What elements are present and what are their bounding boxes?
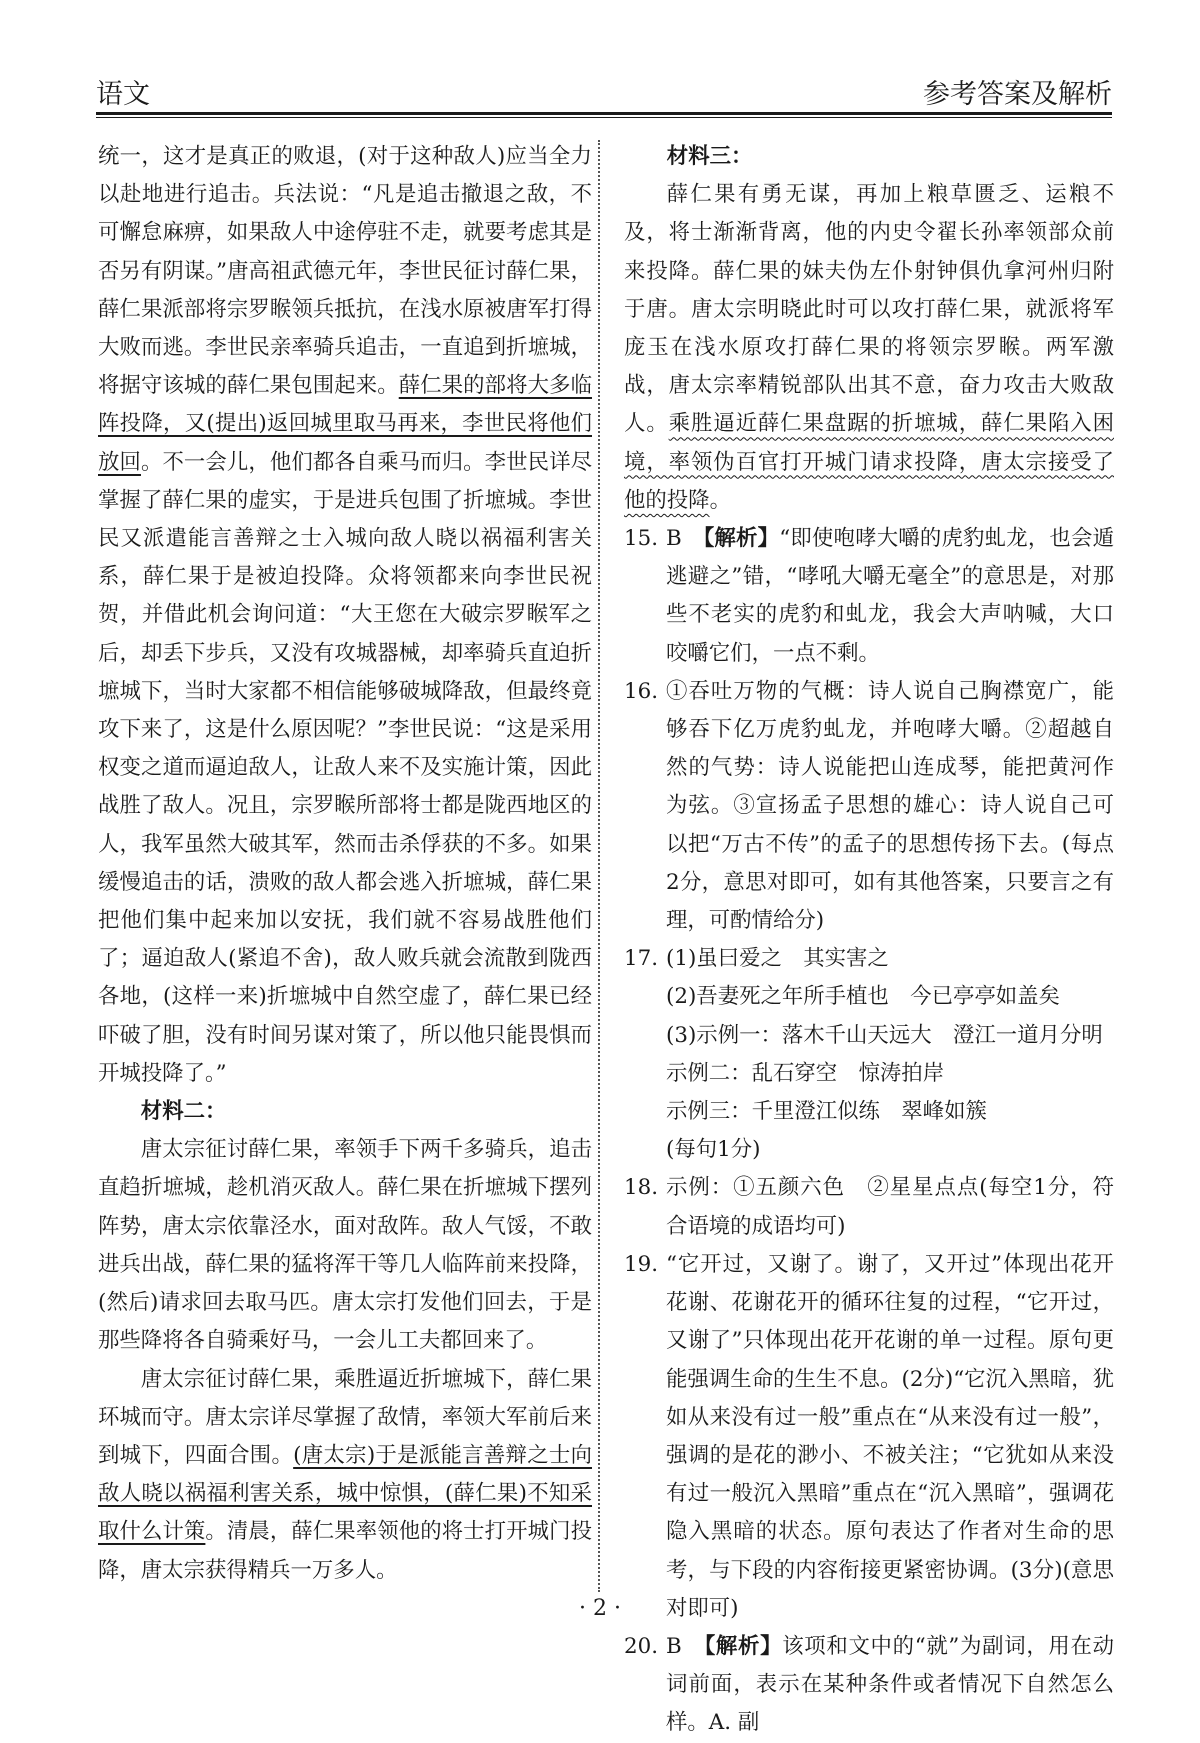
- answer-16: 16. ①吞吐万物的气概：诗人说自己胸襟宽广，能够吞下亿万虎豹虬龙，并咆哮大嚼。②超越自然的气势：诗人说能把山连成琴，能把黄河作为弦。③宣扬孟子思想的雄心：诗人说自己可以把“万古不传”的孟子的思想传扬下去。(每点2分，意思对即可，如有其他答案，只要言之有理，可酌情给分): [624, 678, 1114, 934]
- answer-choice: B: [666, 1633, 682, 1659]
- material-two-paragraph-1: 唐太宗征讨薛仁果，率领手下两千多骑兵，追击直趋折墌城，趁机消灭敌人。薛仁果在折墌城下摆列阵势，唐太宗依靠泾水，面对敌阵。敌人气馁，不敢进兵出战，薛仁果的猛将浑干等几人临阵前来投降，(然后)请求回去取马匹。唐太宗打发他们回去，于是那些降将各自骑乘好马，一会儿工夫都回来了。: [98, 1137, 592, 1354]
- page-header: [96, 70, 1112, 110]
- analysis-tag: 【解析】: [703, 526, 780, 552]
- page-number: · 2 ·: [579, 1596, 621, 1621]
- analysis-tag: 【解析】: [704, 1633, 783, 1659]
- underlined-sentence: 薛仁果的部将大多临阵投降，又(提出)返回城里取马再来，李世民将他们放回: [98, 373, 592, 475]
- material-three-title: 材料三：: [666, 144, 753, 169]
- answer-15: 15. B 【解析】“即使咆哮大嚼的虎豹虬龙，也会遁逃避之”错，“哮吼大嚼无毫全”的意思是，对那些不老实的虎豹和虬龙，我会大声呐喊，大口咬嚼它们，一点不剩。: [624, 526, 1114, 666]
- answer-19: 19. “它开过，又谢了。谢了，又开过”体现出花开花谢、花谢花开的循环往复的过程，“它开过，又谢了”只体现出花开花谢的单一过程。原句更能强调生命的生生不息。(2分)“它沉入黑暗，犹如从来没有过一般”重点在“从来没有过一般”，强调的是花的渺小、不被关注；“它犹如从来没有过一般沉入黑暗”重点在“沉入黑暗”，强调花隐入黑暗的状态。原句表达了作者对生命的思考，与下段的内容衔接更紧密协调。(3分)(意思对即可): [624, 1251, 1114, 1621]
- column-divider: [598, 140, 600, 1592]
- section-label: 参考答案及解析: [923, 79, 1112, 110]
- header-rule-thin: [96, 117, 1112, 118]
- underlined-sentence: (唐太宗)于是派能言善辩之士向敌人晓以祸福利害关系，城中惊惧，(薛仁果)不知采取什么计策: [98, 1442, 592, 1545]
- subject-label: 语文: [96, 79, 150, 110]
- answer-choice: B: [666, 526, 682, 552]
- header-rule-thick: [96, 112, 1112, 115]
- left-column: [98, 138, 592, 1590]
- right-column: [624, 138, 1114, 1743]
- material-two-paragraph-2: 唐太宗征讨薛仁果，乘胜逼近折墌城下，薛仁果环城而守。唐太宗详尽掌握了敌情，率领大军前后来到城下，四面合围。(唐太宗)于是派能言善辩之士向敌人晓以祸福利害关系，城中惊惧，(薛仁果)不知采取什么计策。清晨，薛仁果率领他的将士打开城门投降，唐太宗获得精兵一万多人。: [98, 1366, 592, 1583]
- answer-20: 20. B 【解析】该项和文中的“就”为副词，用在动词前面，表示在某种条件或者情况下自然怎么样。A. 副: [624, 1633, 1114, 1736]
- material-two-title: 材料二：: [140, 1099, 227, 1125]
- wavy-underlined-sentence: 乘胜逼近薛仁果盘踞的折墌城，薛仁果陷入困境，率领伪百官打开城门请求投降，唐太宗接受了他的投降: [624, 411, 1114, 513]
- answer-18: 18. 示例：①五颜六色 ②星星点点(每空1分，符合语境的成语均可): [624, 1175, 1114, 1239]
- material-three-paragraph: 薛仁果有勇无谋，再加上粮草匮乏、运粮不及，将士渐渐背离，他的内史令翟长孙率领部众前来投降。薛仁果的妹夫伪左仆射钟俱仇拿河州归附于唐。唐太宗明晓此时可以攻打薛仁果，就派将军庞玉在浅水原攻打薛仁果的将领宗罗睺。两军激战，唐太宗率精锐部队出其不意，奋力攻击大败敌人。乘胜逼近薛仁果盘踞的折墌城，薛仁果陷入困境，率领伪百官打开城门请求投降，唐太宗接受了他的投降。: [624, 182, 1114, 513]
- translation-paragraph: 统一，这才是真正的败退，(对于这种敌人)应当全力以赴地进行追击。兵法说：“凡是追击撤退之敌，不可懈怠麻痹，如果敌人中途停驻不走，就要考虑其是否另有阴谋。”唐高祖武德元年，李世民征讨薛仁果，薛仁果派部将宗罗睺领兵抵抗，在浅水原被唐军打得大败而逃。李世民亲率骑兵追击，一直追到折墌城，将据守该城的薛仁果包围起来。薛仁果的部将大多临阵投降，又(提出)返回城里取马再来，李世民将他们放回。不一会儿，他们都各自乘马而归。李世民详尽掌握了薛仁果的虚实，于是进兵包围了折墌城。李世民又派遣能言善辩之士入城向敌人晓以祸福利害关系，薛仁果于是被迫投降。众将领都来向李世民祝贺，并借此机会询问道：“大王您在大破宗罗睺军之后，却丢下步兵，又没有攻城器械，却率骑兵直迫折墌城下，当时大家都不相信能够破城降敌，但最终竟攻下来了，这是什么原因呢？”李世民说：“这是采用权变之道而逼迫敌人，让敌人来不及实施计策，因此战胜了敌人。况且，宗罗睺所部将士都是陇西地区的人，我军虽然大破其军，然而击杀俘获的不多。如果缓慢追击的话，溃败的敌人都会逃入折墌城，薛仁果把他们集中起来加以安抚，我们就不容易战胜他们了；逼迫敌人(紧追不舍)，敌人败兵就会流散到陇西各地，(这样一来)折墌城中自然空虚了，薛仁果已经吓破了胆，没有时间另谋对策了，所以他只能畏惧而开城投降了。”: [98, 144, 592, 1086]
- answer-17: 17. (1)虽曰爱之 其实害之 (2)吾妻死之年所手植也 今已亭亭如盖矣 (3)示例一：落木千山天远大 澄江一道月分明 示例二：乱石穿空 惊涛拍岸 示例三：千里澄江似练 翠峰如簇 (每句1分): [624, 946, 1103, 1163]
